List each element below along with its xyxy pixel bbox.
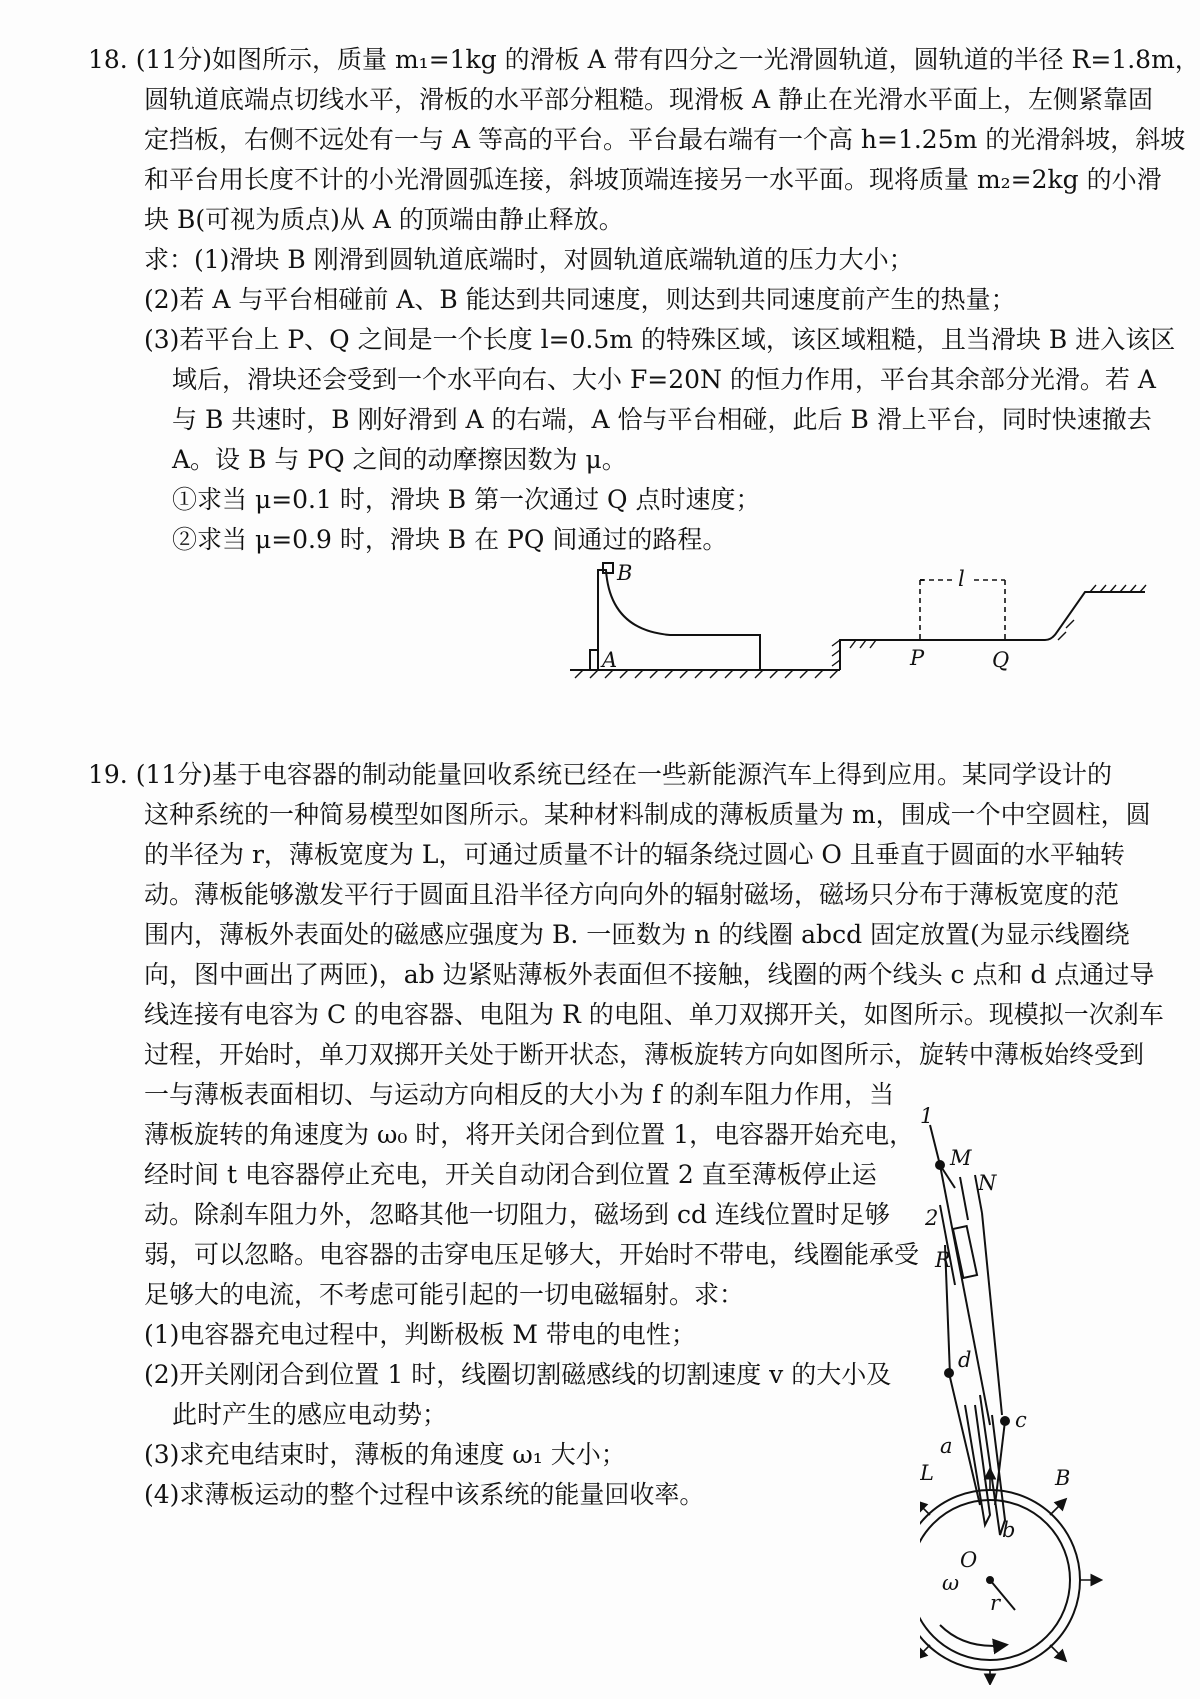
label-L: L: [920, 1461, 934, 1485]
q18-sub-3-cont-1: 域后，滑块还会受到一个水平向右、大小 F=20N 的恒力作用，平台其余部分光滑。若 A: [172, 365, 1156, 394]
q19-narrow-4: 动。除刹车阻力外，忽略其他一切阻力，磁场到 cd 连线位置时足够: [144, 1200, 890, 1229]
label-1: 1: [920, 1105, 934, 1128]
q18-line-4: 和平台用长度不计的小光滑圆弧连接，斜坡顶端连接另一水平面。现将质量 m₂=2kg 的小滑: [144, 165, 1162, 194]
q18-figure: [560, 560, 1160, 685]
label-P: P: [910, 646, 925, 670]
q19-line-3: 的半径为 r，薄板宽度为 L，可通过质量不计的辐条绕过圆心 O 且垂直于圆面的水平轴转: [144, 840, 1125, 869]
q18-sub-3-cont-3: A。设 B 与 PQ 之间的动摩擦因数为 μ。: [172, 445, 627, 474]
label-b: b: [1002, 1518, 1016, 1542]
label-Q: Q: [992, 648, 1010, 672]
label-c: c: [1015, 1408, 1027, 1432]
label-A: A: [602, 648, 618, 672]
q18-sub-3: (3)若平台上 P、Q 之间是一个长度 l=0.5m 的特殊区域，该区域粗糙，且当滑块 B 进入该区: [144, 325, 1176, 354]
q19-line-5: 围内，薄板外表面处的磁感应强度为 B. 一匝数为 n 的线圈 abcd 固定放置(为显示线圈绕: [144, 920, 1130, 949]
label-M: M: [950, 1146, 972, 1170]
q18-line-2: 圆轨道底端点切线水平，滑板的水平部分粗糙。现滑板 A 静止在光滑水平面上，左侧紧靠固: [144, 85, 1153, 114]
label-O: O: [960, 1548, 978, 1572]
q18-sub-2: (2)若 A 与平台相碰前 A、B 能达到共同速度，则达到共同速度前产生的热量；: [144, 285, 1016, 314]
q19-narrow-2: 薄板旋转的角速度为 ω₀ 时，将开关闭合到位置 1，电容器开始充电，: [144, 1120, 915, 1149]
q18-sub-3-part-2: ②求当 μ=0.9 时，滑块 B 在 PQ 间通过的路程。: [172, 525, 728, 554]
q18-line-1: 18. (11分)如图所示，质量 m₁=1kg 的滑板 A 带有四分之一光滑圆轨道，圆轨道的半径 R=1.8m，: [88, 45, 1200, 74]
q19-question-4: (4)求薄板运动的整个过程中该系统的能量回收率。: [144, 1480, 705, 1509]
q18-line-3: 定挡板，右侧不远处有一与 A 等高的平台。平台最右端有一个高 h=1.25m 的光滑斜坡，斜坡: [144, 125, 1186, 154]
q19-narrow-5: 弱，可以忽略。电容器的击穿电压足够大，开始时不带电，线圈能承受: [144, 1240, 920, 1269]
label-R: R: [935, 1248, 951, 1272]
label-r: r: [990, 1591, 1001, 1615]
q19-narrow-1: 一与薄板表面相切、与运动方向相反的大小为 f 的刹车阻力作用，当: [144, 1080, 895, 1109]
label-a: a: [940, 1434, 953, 1458]
q19-line-8: 过程，开始时，单刀双掷开关处于断开状态，薄板旋转方向如图所示，旋转中薄板始终受到: [144, 1040, 1145, 1069]
q19-narrow-3: 经时间 t 电容器停止充电，开关自动闭合到位置 2 直至薄板停止运: [144, 1160, 877, 1189]
q18-sub-1: 求：(1)滑块 B 刚滑到圆轨道底端时，对圆轨道底端轨道的压力大小；: [144, 245, 914, 274]
q19-question-1: (1)电容器充电过程中，判断极板 M 带电的电性；: [144, 1320, 696, 1349]
q19-question-3: (3)求充电结束时，薄板的角速度 ω₁ 大小；: [144, 1440, 626, 1469]
q19-line-2: 这种系统的一种简易模型如图所示。某种材料制成的薄板质量为 m，围成一个中空圆柱，圆: [144, 800, 1151, 829]
q19-line-4: 动。薄板能够激发平行于圆面且沿半径方向向外的辐射磁场，磁场只分布于薄板宽度的范: [144, 880, 1120, 909]
q18-sub-3-part-1: ①求当 μ=0.1 时，滑块 B 第一次通过 Q 点时速度；: [172, 485, 761, 514]
q19-narrow-6: 足够大的电流，不考虑可能引起的一切电磁辐射。求：: [144, 1280, 745, 1309]
q19-question-2-cont: 此时产生的感应电动势；: [172, 1400, 448, 1429]
q19-line-1: 19. (11分)基于电容器的制动能量回收系统已经在一些新能源汽车上得到应用。某同学设计的: [88, 760, 1113, 789]
label-N: N: [978, 1171, 997, 1195]
label-B: B: [617, 561, 633, 585]
question-18: [88, 40, 1200, 560]
label-omega: ω: [942, 1571, 960, 1595]
label-B: B: [1055, 1466, 1071, 1490]
q18-sub-3-cont-2: 与 B 共速时，B 刚好滑到 A 的右端，A 恰与平台相碰，此后 B 滑上平台，同时快速撤去: [172, 405, 1152, 434]
q19-line-6: 向，图中画出了两匝)，ab 边紧贴薄板外表面但不接触，线圈的两个线头 c 点和 d 点通过导: [144, 960, 1155, 989]
q19-question-2: (2)开关刚闭合到位置 1 时，线圈切割磁感线的切割速度 v 的大小及: [144, 1360, 892, 1389]
label-d: d: [958, 1348, 972, 1372]
q19-line-7: 线连接有电容为 C 的电容器、电阻为 R 的电阻、单刀双掷开关，如图所示。现模拟一次刹车: [144, 1000, 1164, 1029]
q19-figure: [920, 1105, 1170, 1685]
q18-line-5: 块 B(可视为质点)从 A 的顶端由静止释放。: [144, 205, 624, 234]
label-l: l: [958, 567, 965, 591]
label-2: 2: [925, 1206, 939, 1230]
